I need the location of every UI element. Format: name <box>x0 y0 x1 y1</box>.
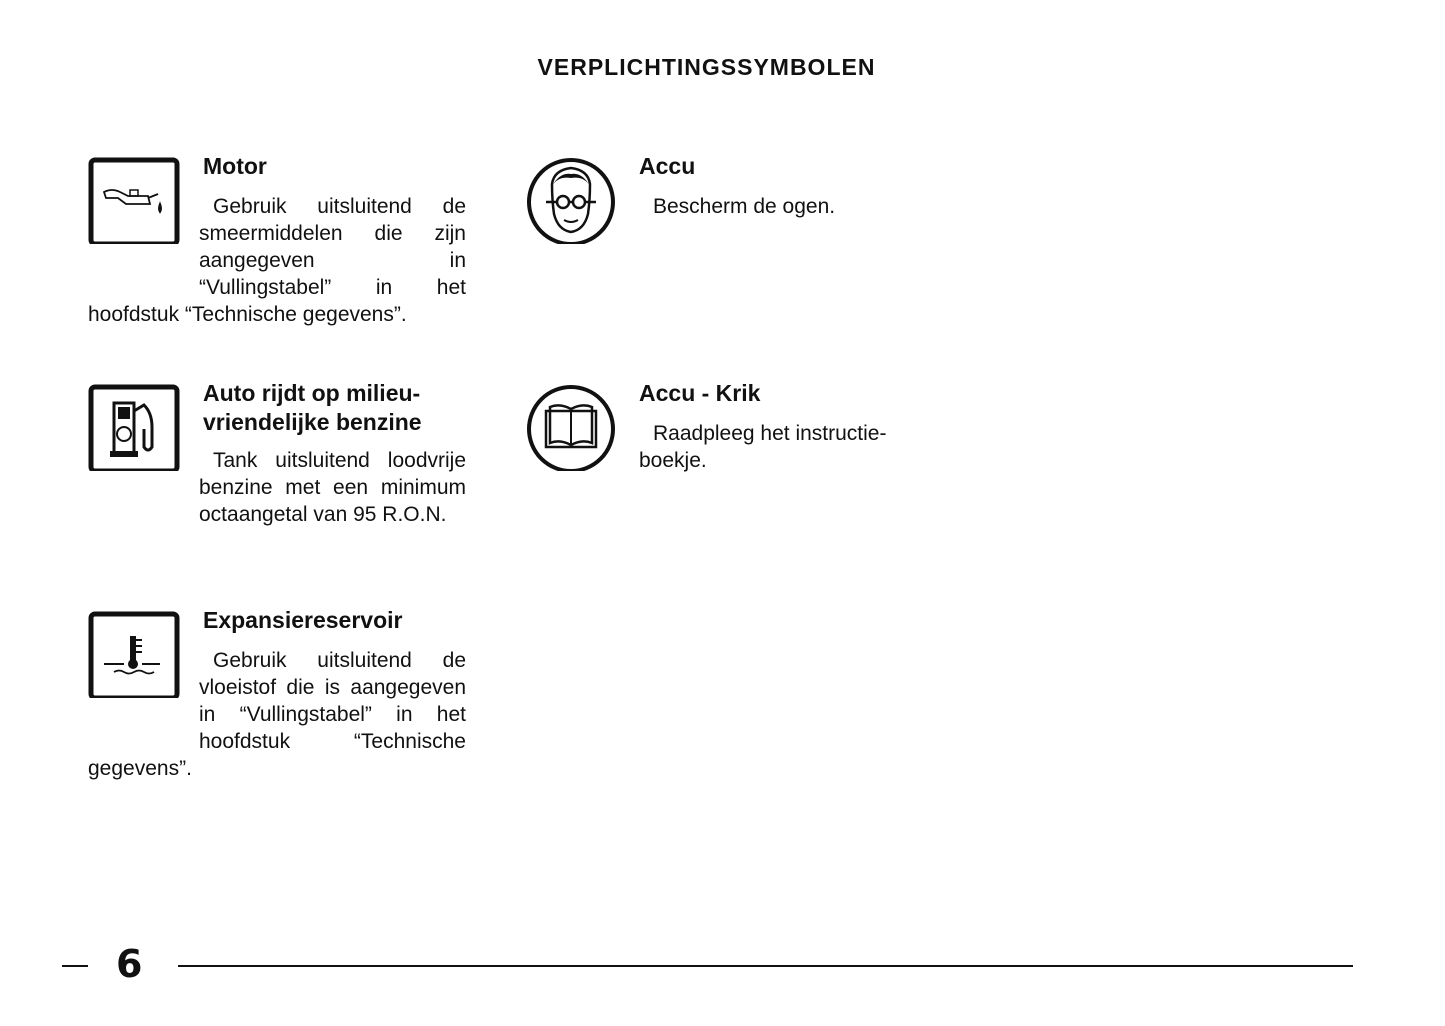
entry-jack-text: Raadpleeg het instructie-boekje. <box>639 422 887 472</box>
page-title: VERPLICHTINGSSYMBOLEN <box>537 54 876 80</box>
entry-fuel-text: Tank uitsluitend loodvrije benzine met een minimum octaangetal van 95 R.O.N. <box>199 449 466 526</box>
oil-can-icon <box>88 152 180 244</box>
instruction-book-icon <box>526 379 618 471</box>
entry-motor <box>88 152 466 328</box>
entry-battery-text: Bescherm de ogen. <box>653 195 836 218</box>
eye-protection-face-icon <box>526 152 618 244</box>
fuel-pump-icon <box>88 379 180 471</box>
entry-fuel <box>88 379 466 539</box>
entry-jack-title: Accu - Krik <box>639 380 761 406</box>
coolant-thermometer-icon <box>88 606 180 698</box>
entry-motor-text: Gebruik uitsluitend de smeermiddelen die zijn aangegeven in “Vullingstabel” in het hoofdstuk “Technische gegevens”. <box>88 195 466 326</box>
entry-coolant-title: Expansiereservoir <box>203 607 403 633</box>
entry-coolant <box>88 606 466 782</box>
footer-rule-right <box>178 965 1353 967</box>
page-number: 6 <box>116 942 143 986</box>
entry-fuel-title <box>203 379 422 437</box>
entry-fuel-title-line1: Auto rijdt op milieu- <box>203 380 421 406</box>
footer-rule-left <box>62 965 88 967</box>
entry-battery-title: Accu <box>639 153 696 179</box>
page-footer <box>0 940 1445 990</box>
entry-motor-title: Motor <box>203 153 267 179</box>
entry-coolant-text: Gebruik uitsluitend de vloeistof die is aangegeven in “Vullingstabel” in het hoofdstuk “Technische gegevens”. <box>88 649 466 780</box>
entry-fuel-title-line2: vriendelijke benzine <box>203 409 422 435</box>
